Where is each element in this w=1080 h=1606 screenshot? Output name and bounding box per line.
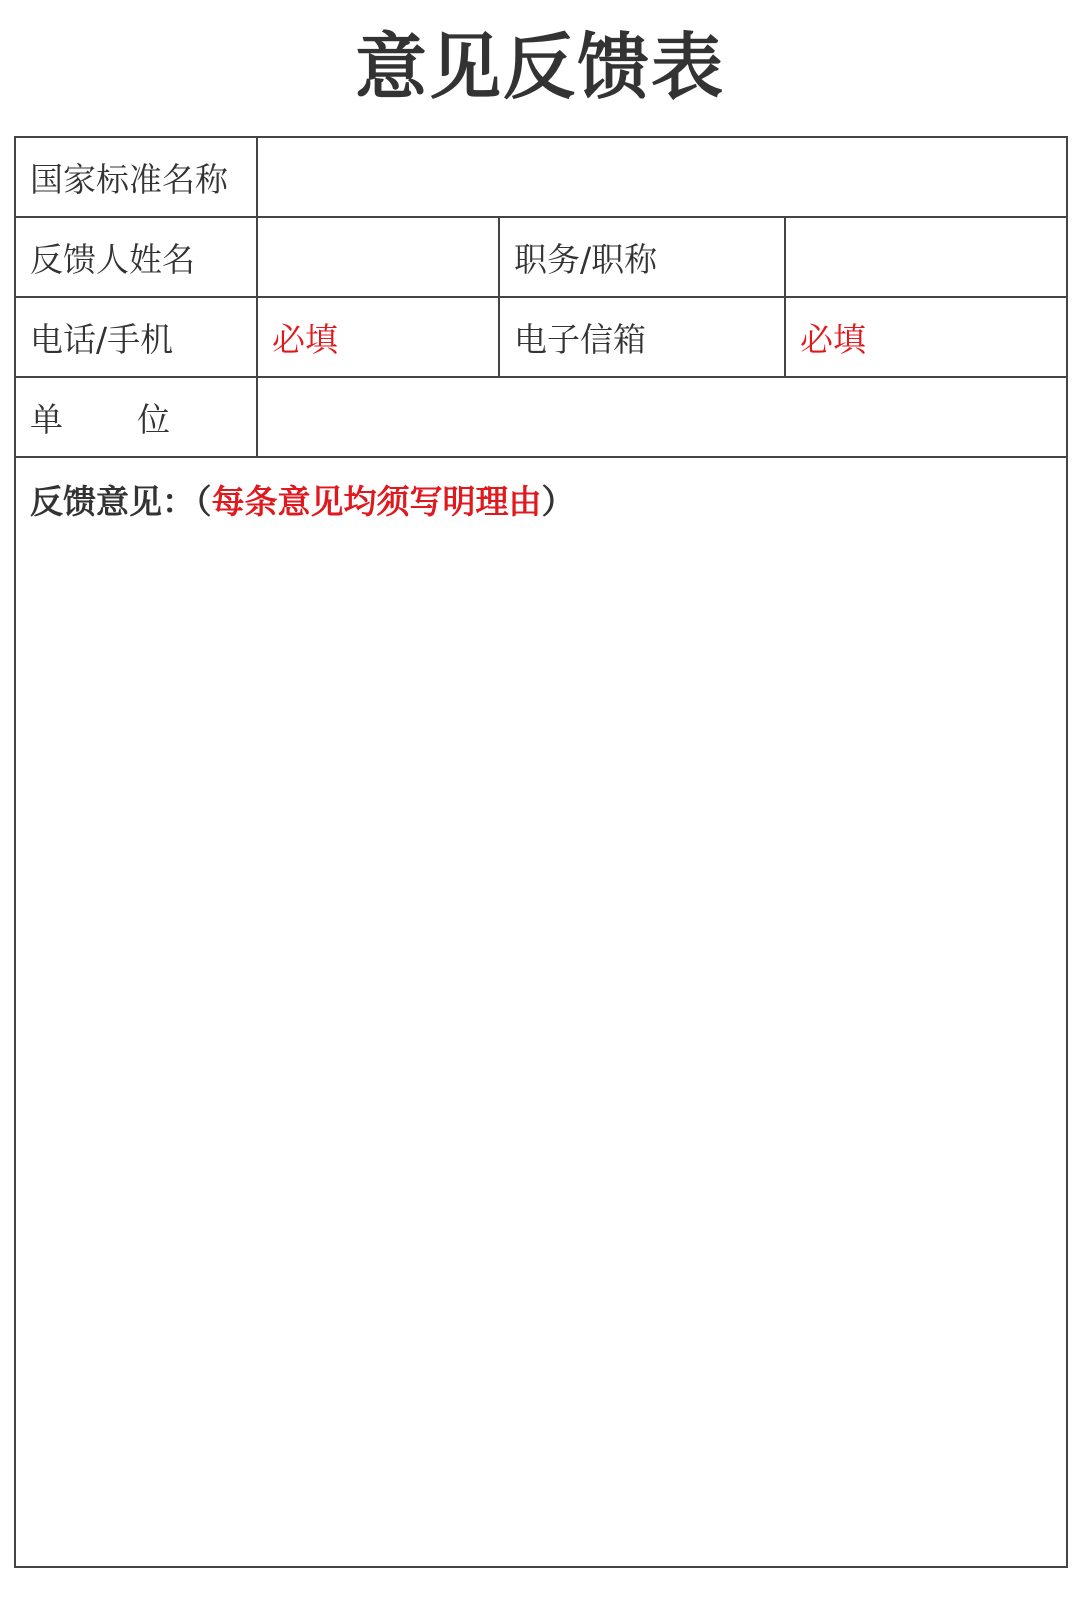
phone-required-hint: 必填	[272, 319, 338, 359]
phone-field[interactable]	[257, 297, 499, 377]
standard-name-field[interactable]	[257, 137, 1067, 217]
email-field[interactable]	[785, 297, 1067, 377]
feedback-close-paren: ）	[541, 482, 575, 521]
feedback-area[interactable]	[15, 457, 1067, 1567]
feedback-note: 每条意见均须写明理由	[211, 482, 542, 521]
email-required-hint: 必填	[800, 319, 866, 359]
position-field[interactable]	[785, 217, 1067, 297]
standard-name-label: 国家标准名称	[15, 137, 257, 217]
feedback-person-row	[15, 217, 1067, 297]
feedback-open-paren: （	[195, 482, 212, 521]
phone-label: 电话/手机	[15, 297, 257, 377]
feedback-person-field[interactable]	[257, 217, 499, 297]
standard-name-row	[15, 137, 1067, 217]
unit-row	[15, 377, 1067, 457]
unit-label-last: 位	[137, 399, 170, 439]
feedback-row	[15, 457, 1067, 1567]
contact-row	[15, 297, 1067, 377]
feedback-person-label: 反馈人姓名	[15, 217, 257, 297]
position-label: 职务/职称	[499, 217, 785, 297]
feedback-label: 反馈意见：	[30, 482, 195, 521]
feedback-heading	[30, 476, 1066, 523]
email-label: 电子信箱	[499, 297, 785, 377]
unit-field[interactable]	[257, 377, 1067, 457]
form-title: 意见反馈表	[354, 25, 725, 109]
unit-label-first: 单	[30, 399, 63, 439]
feedback-form-table	[14, 136, 1068, 1568]
unit-label	[15, 377, 257, 457]
